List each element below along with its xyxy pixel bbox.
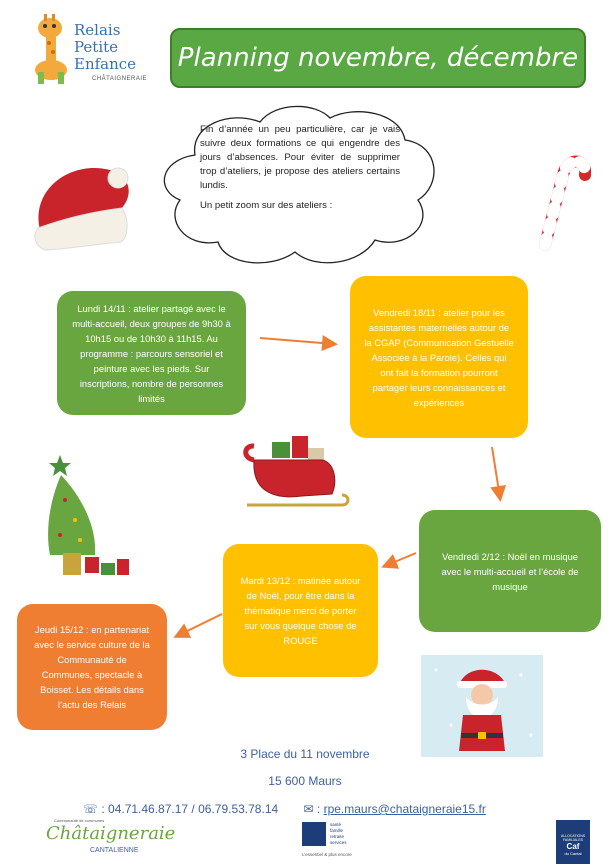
event-text-4: Mardi 13/12 : matinée autour de Noël, pour être dans la thématique merci de porter sur vous queique chose de ROUGE bbox=[240, 575, 361, 646]
mail-icon: ✉ : bbox=[303, 802, 324, 816]
christmas-tree-icon bbox=[35, 445, 135, 580]
msa-logo bbox=[302, 822, 372, 864]
chataigneraie-text: Châtaigneraie bbox=[46, 823, 176, 844]
santa-image bbox=[421, 655, 543, 757]
intro-paragraph-1: Fin d’année un peu particulière, car je vais suivre deux formations ce qui engendre des jours d’absences. Pour éviter de supprimer trop d’ateliers, je propose des ateliers certains lundis. bbox=[200, 124, 400, 191]
arrow-3 bbox=[385, 553, 416, 566]
phone-numbers: 04.71.46.87.17 / 06.79.53.78.14 bbox=[108, 802, 279, 816]
event-text-2: Vendredi 18/11 : atelier pour les assistantes maternelles autour de la CGAP (Communication Gestuelle Associée à la Parole). Celles qui ont fait la formation pourront partager leurs connaissances et expériences bbox=[364, 306, 514, 408]
caf-logo bbox=[556, 820, 590, 864]
logo-line3: Enfance bbox=[74, 55, 137, 73]
phone-icon: ☏ : bbox=[83, 802, 109, 816]
event-text-1: Lundi 14/11 : atelier partagé avec le multi-accueil, deux groupes de 9h30 à 10h15 ou de 10h30 à 11h15. Au programme : parcours sensoriel et peinture avec les pieds. Sur inscriptions, nombre de personnes limités bbox=[72, 302, 231, 404]
santa-icon bbox=[421, 655, 543, 757]
logo-line2: Petite bbox=[74, 38, 119, 56]
chataigneraie-sub: CANTALIENNE bbox=[90, 847, 139, 854]
logo-sub: CHÂTAIGNERAIE bbox=[92, 76, 148, 82]
caf-line-2: FAMILIALES bbox=[562, 838, 584, 842]
msa-small-4: services bbox=[330, 840, 347, 845]
chataigneraie-logo bbox=[40, 818, 176, 860]
caf-line-3: Caf bbox=[566, 842, 580, 851]
msa-small-1: santé bbox=[330, 822, 342, 827]
contact-row bbox=[83, 802, 583, 816]
arrow-2 bbox=[492, 447, 500, 498]
msa-small-2: famille bbox=[330, 828, 344, 833]
chataigneraie-small-text: Communauté de communes bbox=[54, 818, 105, 823]
logo-line1: Relais bbox=[74, 21, 121, 39]
msa-small-3: retraite bbox=[330, 834, 345, 839]
intro-paragraph-2: Un petit zoom sur des ateliers : bbox=[200, 200, 333, 211]
email-link[interactable]: rpe.maurs@chataigneraie15.fr bbox=[323, 802, 486, 816]
address-line-1: 3 Place du 11 novembre bbox=[240, 747, 370, 761]
msa-tagline: L’essentiel & plus encore bbox=[302, 852, 352, 857]
msa-mark bbox=[302, 822, 326, 846]
event-text-5: Jeudi 15/12 : en partenariat avec le service culture de la Communauté de Communes, spectacle à Boisset. Les détails dans l’actu des Relais bbox=[34, 624, 150, 710]
address-line-2: 15 600 Maurs bbox=[268, 774, 342, 788]
caf-line-4: du Cantal bbox=[564, 851, 582, 856]
sleigh-icon bbox=[242, 430, 352, 515]
arrow-4 bbox=[177, 614, 222, 636]
caf-line-1: ALLOCATIONS bbox=[560, 834, 586, 838]
arrow-1 bbox=[260, 338, 334, 344]
page-title: Planning novembre, décembre bbox=[170, 28, 586, 88]
event-text-3: Vendredi 2/12 : Noël en musique avec le multi-accueil et l’école de musique bbox=[441, 550, 579, 592]
